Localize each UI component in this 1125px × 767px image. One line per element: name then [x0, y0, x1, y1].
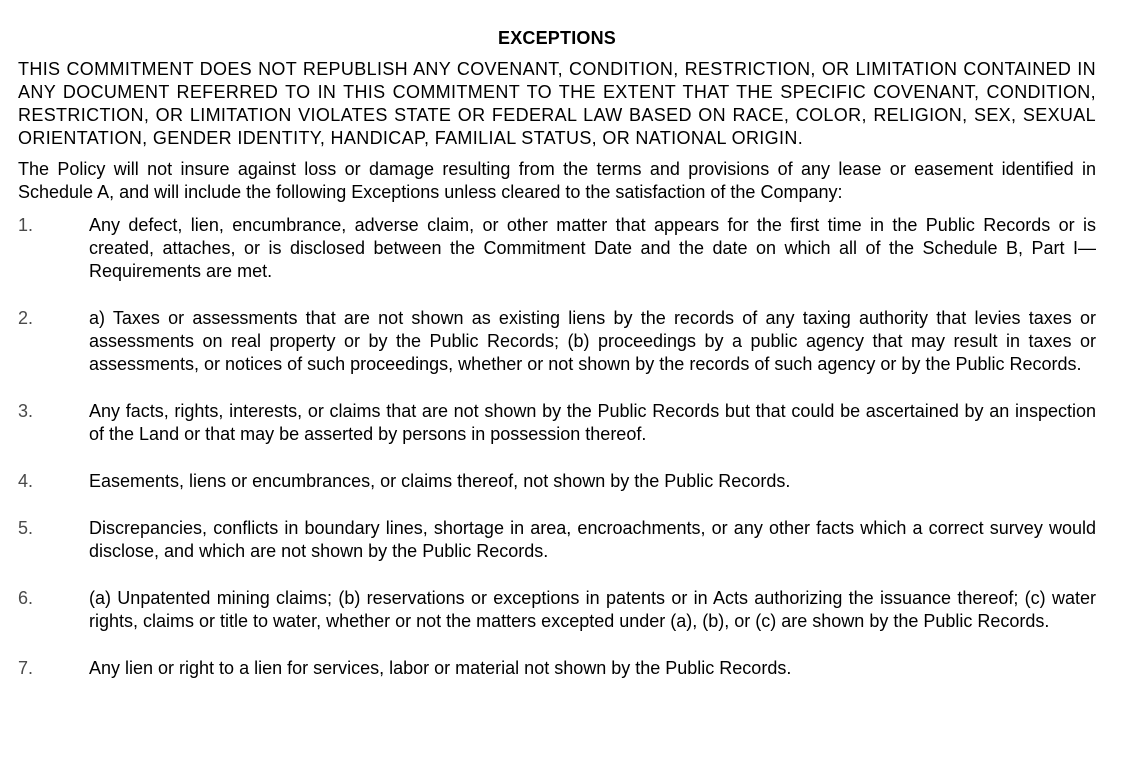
exception-number: 1.: [18, 215, 34, 235]
exception-text: (a) Unpatented mining claims; (b) reservations or exceptions in patents or in Acts authorizing the issuance thereof; (c) water rights, claims or title to water, whether or not the matters excepted under (a), (b), or (c) are shown by the Public Records.: [89, 588, 1096, 631]
exception-item-2: [18, 307, 1096, 376]
exception-item-5: [18, 517, 1096, 563]
exception-item-4: [18, 470, 1096, 493]
exception-text: Discrepancies, conflicts in boundary lines, shortage in area, encroachments, or any other facts which a correct survey would disclose, and which are not shown by the Public Records.: [89, 518, 1096, 561]
exceptions-list: [18, 214, 1096, 680]
exception-number: 6.: [18, 588, 34, 608]
exception-number: 4.: [18, 471, 34, 491]
exception-text: a) Taxes or assessments that are not shown as existing liens by the records of any taxing authority that levies taxes or assessments on real property or by the Public Records; (b) proceedings by a public agency that may result in taxes or assessments, or notices of such proceedings, whether or not shown by the records of such agency or by the Public Records.: [89, 308, 1096, 374]
exception-text: Any facts, rights, interests, or claims that are not shown by the Public Records but that could be ascertained by an inspection of the Land or that may be asserted by persons in possession thereof.: [89, 401, 1096, 444]
exception-text: Any lien or right to a lien for services, labor or material not shown by the Public Records.: [89, 658, 792, 678]
exception-item-6: [18, 587, 1096, 633]
exception-text: Easements, liens or encumbrances, or claims thereof, not shown by the Public Records.: [89, 471, 791, 491]
page-title: EXCEPTIONS: [497, 28, 617, 48]
exception-number: 3.: [18, 401, 34, 421]
exception-item-3: [18, 400, 1096, 446]
intro-paragraph: The Policy will not insure against loss or damage resulting from the terms and provisions of any lease or easement identified in Schedule A, and will include the following Exceptions unless cleared to the satisfaction of the Company:: [18, 159, 1096, 202]
exception-number: 7.: [18, 658, 34, 678]
exception-item-7: [18, 657, 1096, 680]
republication-notice: THIS COMMITMENT DOES NOT REPUBLISH ANY COVENANT, CONDITION, RESTRICTION, OR LIMITATION CONTAINED IN ANY DOCUMENT REFERRED TO IN THIS COMMITMENT TO THE EXTENT THAT THE SPECIFIC COVENANT, CONDITION, RESTRICTION, OR LIMITATION VIOLATES STATE OR FEDERAL LAW BASED ON RACE, COLOR, RELIGION, SEX, SEXUAL ORIENTATION, GENDER IDENTITY, HANDICAP, FAMILIAL STATUS, OR NATIONAL ORIGIN.: [18, 59, 1096, 148]
document-page: [18, 0, 1096, 680]
exception-text: Any defect, lien, encumbrance, adverse claim, or other matter that appears for the first time in the Public Records or is created, attaches, or is disclosed between the Commitment Date and the date on which all of the Schedule B, Part I—Requirements are met.: [89, 215, 1096, 281]
exception-number: 2.: [18, 308, 34, 328]
exception-number: 5.: [18, 518, 34, 538]
exception-item-1: [18, 214, 1096, 283]
